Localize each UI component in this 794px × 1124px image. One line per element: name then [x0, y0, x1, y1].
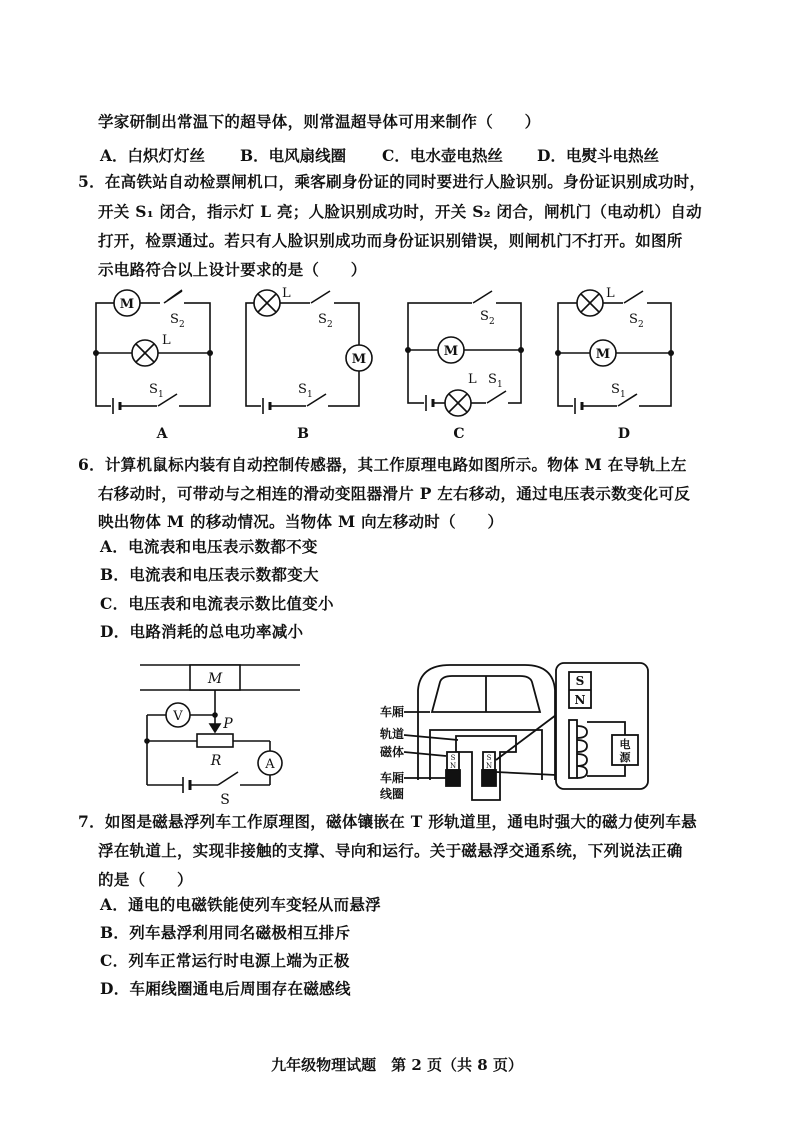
diagram-label-d: D: [617, 426, 631, 442]
b-lamp-label: L: [282, 286, 291, 301]
q6-line-1: 6．计算机鼠标内装有自动控制传感器，其工作原理电路如图所示。物体 M 在导轨上左: [78, 455, 687, 474]
q5-line-3: 打开，检票通过。若只有人脸识别成功而身份证识别错误，则闸机门不打开。如图所: [98, 231, 683, 250]
q4-option-c: C．电水壶电热丝: [382, 146, 503, 165]
a-motor: M: [119, 297, 135, 312]
d-s2-sub: 2: [638, 320, 644, 330]
detail-magnet-n: N: [574, 693, 586, 707]
c-s2-sub: 2: [489, 317, 495, 327]
q6-a-label: A: [265, 757, 275, 772]
q6-option-b: B．电流表和电压表示数都变大: [100, 565, 319, 584]
label-car-body: 车厢: [380, 705, 405, 719]
q5-line-1: 5．在高铁站自动检票闸机口，乘客刷身份证的同时要进行人脸识别。身份证识别成功时，: [78, 172, 706, 191]
b-motor: M: [351, 352, 367, 367]
a-s2: S: [170, 312, 179, 327]
q7-option-c: C．列车正常运行时电源上端为正极: [100, 951, 350, 970]
q5-line-4: 示电路符合以上设计要求的是（ ）: [98, 260, 367, 279]
a-s1-sub: 1: [158, 390, 164, 400]
q6-s-label: S: [220, 792, 230, 808]
rail-magnet-left-n: N: [449, 762, 457, 770]
rail-magnet-left-s: S: [450, 754, 456, 762]
b-s1: S: [298, 382, 307, 397]
c-s1-sub: 1: [497, 380, 503, 390]
b-s2: S: [318, 312, 327, 327]
q6-m-label: M: [207, 671, 223, 687]
q6-line-3: 映出物体 M 的移动情况。当物体 M 向左移动时（ ）: [98, 512, 504, 531]
d-motor: M: [595, 347, 611, 362]
q6-v-label: V: [173, 709, 183, 724]
detail-magnet-s: S: [575, 674, 585, 688]
q4-option-b: B．电风扇线圈: [240, 146, 347, 165]
diagram-label-a: A: [156, 426, 168, 442]
d-s1: S: [611, 382, 620, 397]
q6-option-c: C．电压表和电流表示数比值变小: [100, 594, 334, 613]
diagram-label-b: B: [297, 426, 309, 442]
rail-magnet-right-s: S: [486, 754, 492, 762]
q6-option-d: D．电路消耗的总电功率减小: [100, 622, 304, 641]
q7-option-d: D．车厢线圈通电后周围存在磁感线: [100, 979, 351, 998]
q6-p-label: P: [223, 716, 233, 732]
a-s1: S: [149, 382, 158, 397]
b-s1-sub: 1: [307, 390, 313, 400]
d-s1-sub: 1: [620, 390, 626, 400]
a-s2-sub: 2: [179, 320, 185, 330]
c-lamp-label: L: [468, 372, 477, 387]
d-lamp-label: L: [606, 286, 615, 301]
c-s1: S: [488, 372, 497, 387]
q7-line-3: 的是（ ）: [98, 870, 193, 889]
power-label-2: 源: [619, 751, 631, 764]
q6-option-a: A．电流表和电压表示数都不变: [100, 537, 318, 556]
q7-option-a: A．通电的电磁铁能使列车变轻从而悬浮: [100, 895, 381, 914]
label-magnet: 磁体: [380, 745, 405, 759]
q6-r-label: R: [210, 753, 222, 769]
label-coil: 线圈: [380, 787, 405, 801]
q4-option-a: A．白炽灯灯丝: [100, 146, 206, 165]
a-lamp-label: L: [162, 333, 171, 348]
q4-option-d: D．电熨斗电热丝: [537, 146, 659, 165]
rail-magnet-right-n: N: [485, 762, 493, 770]
q4-stem-tail: 学家研制出常温下的超导体，则常温超导体可用来制作（ ）: [98, 112, 541, 131]
q6-line-2: 右移动时，可带动与之相连的滑动变阻器滑片 P 左右移动，通过电压表示数变化可反: [98, 484, 691, 503]
q5-line-2: 开关 S₁ 闭合，指示灯 L 亮；人脸识别成功时，开关 S₂ 闭合，闸机门（电动机）自动: [98, 202, 702, 221]
power-label-1: 电: [619, 738, 631, 751]
q7-line-1: 7．如图是磁悬浮列车工作原理图，磁体镶嵌在 T 形轨道里，通电时强大的磁力使列车悬: [78, 812, 697, 831]
q7-option-b: B．列车悬浮利用同名磁极相互排斥: [100, 923, 351, 942]
diagram-label-c: C: [453, 426, 465, 442]
q7-line-2: 浮在轨道上，实现非接触的支撑、导向和运行。关于磁悬浮交通系统，下列说法正确: [98, 841, 683, 860]
label-car-body-2: 车厢: [380, 771, 405, 785]
label-track: 轨道: [380, 727, 405, 741]
d-s2: S: [629, 312, 638, 327]
page-footer: 九年级物理试题 第 2 页（共 8 页）: [271, 1056, 523, 1074]
c-motor: M: [443, 344, 459, 359]
c-s2: S: [480, 309, 489, 324]
b-s2-sub: 2: [327, 320, 333, 330]
